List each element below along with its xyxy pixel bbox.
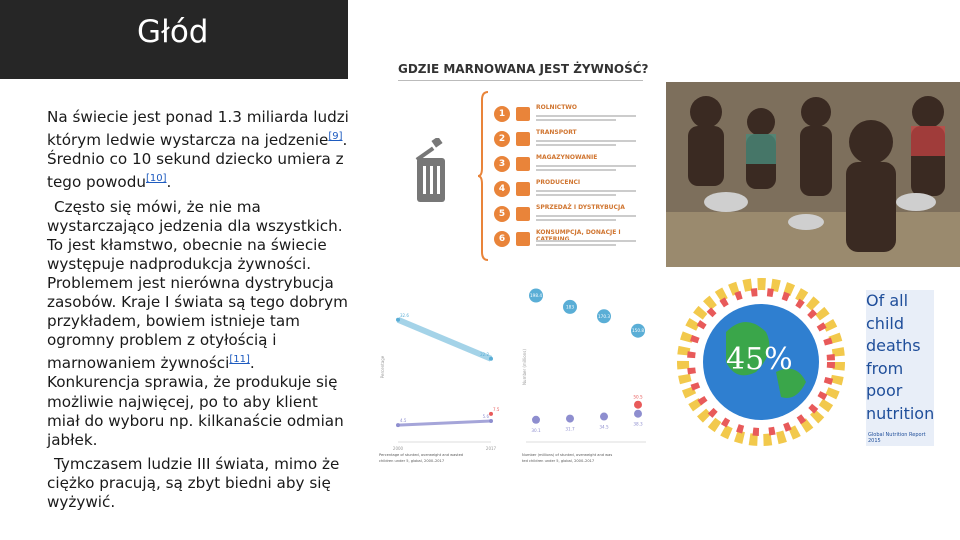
- stage-name: SPRZEDAŻ I DYSTRYBUCJA: [536, 204, 625, 211]
- malnutrition-charts: [376, 272, 661, 468]
- body-paragraph: [47, 108, 349, 193]
- left-series-line: [398, 320, 491, 359]
- right-data-label: 30.1: [531, 427, 541, 433]
- paragraph-text: . Konkurencja sprawia, że produkuje się możliwie najwięcej, po to aby klient miał do wyboru np. kilkanaście odmian jabłek.: [47, 354, 344, 449]
- stage-number: 3: [494, 156, 510, 172]
- stage-icon: [516, 107, 530, 121]
- citation-link[interactable]: [10]: [145, 173, 167, 185]
- right-data-label: 38.3: [633, 421, 643, 427]
- right-chart-caption: Number (millions) of stunted, overweight and was: [522, 453, 613, 457]
- infographic-title: GDZIE MARNOWANA JEST ŻYWNOŚĆ?: [398, 62, 649, 76]
- right-data-label: 34.5: [599, 424, 609, 430]
- left-data-label: 32.6: [400, 312, 409, 318]
- circle-caption: 45% wszystkich dzieci na świecie umiera z powodu niedożywienia: [663, 470, 948, 480]
- people-photo: [666, 82, 960, 267]
- stage-description-lines: [536, 211, 646, 221]
- paragraph-text: Na świecie jest ponad 1.3 miliarda ludzi którym ledwie wystarcza na jedzenie: [47, 108, 349, 150]
- child-deaths-text: Of all child deaths from poor nutrition: [866, 291, 935, 423]
- left-tick-label: 2017: [485, 446, 497, 451]
- stage-description-lines: [536, 236, 646, 246]
- stage-number: 2: [494, 131, 510, 147]
- stage-name: TRANSPORT: [536, 129, 577, 136]
- people-photo-illustration: [666, 82, 960, 267]
- stage-description-lines: [536, 111, 646, 121]
- right-chart-caption-2: ted children under 5, global, 2000–2017: [522, 459, 595, 463]
- title-band: [0, 0, 348, 79]
- left-data-label: 22.2: [480, 351, 489, 357]
- body-text: [47, 108, 349, 517]
- paragraph-text: Tymczasem ludzie III świata, mimo że ciężko pracują, są zbyt biedni aby się wyżywić.: [47, 454, 340, 511]
- stage-description-lines: [536, 136, 646, 146]
- citation-link[interactable]: [11]: [229, 354, 250, 366]
- left-series-point: [489, 412, 493, 416]
- right-data-label: 31.7: [565, 426, 575, 432]
- right-series-point: [634, 401, 642, 409]
- paragraph-text: Często się mówi, że nie ma wystarczająco jedzenia dla wszystkich. To jest kłamstwo, obecnie na świecie występuje nadprodukcja żywności. Problemem jest nierówna dystrybucja zasobów. Kraje I świata są tego dobrym przykładem, bowiem istnieje tam ogromny problem z otyłością i marnowaniem żywności: [47, 197, 348, 373]
- right-data-label: 170.3: [598, 313, 610, 319]
- trash-bin-icon: [411, 138, 451, 204]
- left-series-point: [396, 318, 400, 322]
- stage-number: 1: [494, 106, 510, 122]
- right-data-label: 150.8: [632, 328, 644, 334]
- stage-icon: [516, 157, 530, 171]
- right-series-point: [634, 410, 642, 418]
- source-text: Global Nutrition Report 2015: [868, 432, 926, 444]
- charts-svg: [376, 272, 661, 468]
- stage-name: KONSUMPCJA, DONACJE I: [536, 229, 621, 236]
- infographic-rule: [398, 80, 643, 81]
- stage-description-lines: [536, 186, 646, 196]
- stage-name: ROLNICTWO: [536, 104, 578, 111]
- stage-icon: [516, 207, 530, 221]
- left-data-label: 4.5: [400, 418, 407, 424]
- right-series-point: [600, 413, 608, 421]
- stage-number: 5: [494, 206, 510, 222]
- left-series-point: [396, 423, 400, 427]
- right-data-label: 50.5: [633, 394, 643, 400]
- body-paragraph: [47, 455, 349, 512]
- stage-number: 6: [494, 231, 510, 247]
- stage-icon: [516, 232, 530, 246]
- right-series-point: [532, 416, 540, 424]
- paragraph-text: . Średnio co 10 sekund dziecko umiera z tego powodu: [47, 131, 348, 192]
- children-circle-graphic: [666, 272, 960, 468]
- child-deaths-box: [866, 290, 934, 446]
- right-y-label: Number (millions): [522, 349, 527, 385]
- left-chart-caption-2: children under 5, global, 2000–2017: [379, 459, 445, 463]
- chart-caption: Odsetek i liczba (miliony) ludzi głodnych i z nadwagą: [380, 472, 624, 483]
- stage-name: MAGAZYNOWANIE: [536, 154, 598, 161]
- stage-description-lines: [536, 161, 646, 171]
- stage-name: PRODUCENCI: [536, 179, 581, 186]
- percent-label: 45%: [726, 342, 793, 377]
- right-series-point: [566, 415, 574, 423]
- left-series-point: [489, 419, 493, 423]
- right-data-label: 183: [566, 304, 574, 310]
- left-series-point: [489, 357, 493, 361]
- stage-icon: [516, 132, 530, 146]
- body-paragraph: [47, 198, 349, 450]
- left-data-label: 7.5: [493, 406, 500, 412]
- paragraph-text: .: [166, 173, 172, 192]
- left-y-label: Percentage: [380, 355, 385, 379]
- right-data-label: 198.4: [530, 293, 542, 299]
- left-chart-caption: Percentage of stunted, overweight and wasted: [379, 453, 464, 457]
- food-waste-infographic: [376, 50, 661, 270]
- left-series-line: [398, 421, 491, 425]
- stage-icon: [516, 182, 530, 196]
- stage-number: 4: [494, 181, 510, 197]
- slide-title: Głód: [137, 14, 209, 50]
- left-tick-label: 2000: [392, 446, 404, 451]
- citation-link[interactable]: [9]: [328, 131, 343, 143]
- left-data-label: 5.6: [482, 414, 489, 419]
- bracket: [478, 90, 490, 262]
